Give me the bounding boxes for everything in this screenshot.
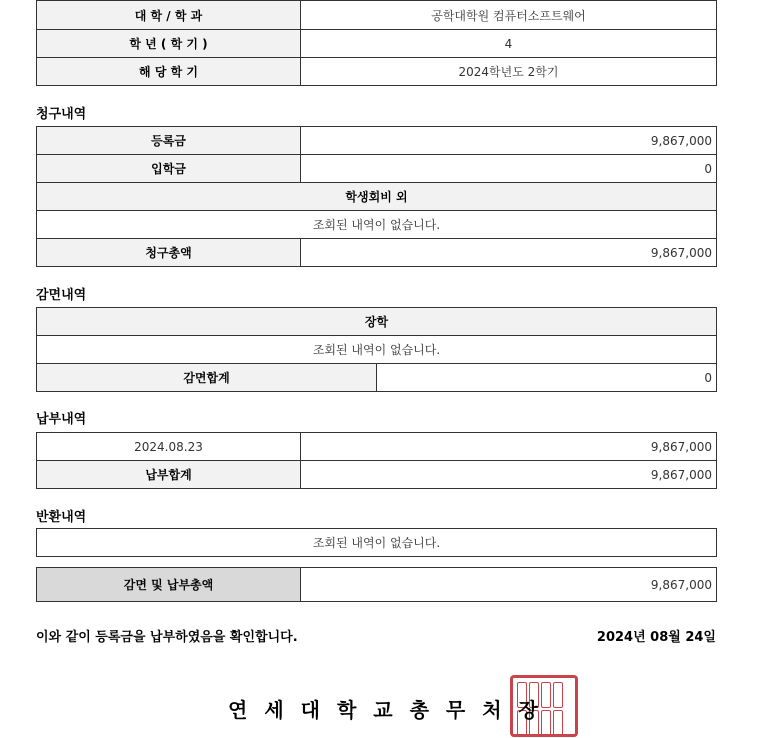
table-row: [37, 433, 717, 461]
student-info-table: [36, 0, 717, 86]
table-row: [37, 308, 717, 336]
office-name: 연세대학교총무처장: [228, 698, 555, 722]
issue-date: 2024년 08월 24일: [596, 630, 716, 645]
reduction-total-label: 감면합계: [37, 364, 377, 392]
table-row: [37, 155, 717, 183]
refund-empty-message: 조회된 내역이 없습니다.: [37, 529, 717, 557]
year-semester-label: 학 년 ( 학 기 ): [37, 30, 301, 58]
payment-total-label: 납부합계: [37, 461, 301, 489]
table-row: [37, 183, 717, 211]
table-row: [37, 1, 717, 30]
tuition-label: 등록금: [37, 127, 301, 155]
payment-total-value: 9,867,000: [301, 461, 717, 489]
confirmation-text: 이와 같이 등록금을 납부하였음을 확인합니다.: [36, 630, 298, 645]
college-dept-label: 대 학 / 학 과: [37, 1, 301, 30]
reduction-empty-message: 조회된 내역이 없습니다.: [37, 336, 717, 364]
table-row: [37, 239, 717, 267]
table-row: [37, 30, 717, 58]
reduction-section-title: 감면내역: [36, 288, 87, 303]
table-row: [37, 568, 717, 602]
grand-total-table: [36, 567, 717, 602]
table-row: [37, 364, 717, 392]
admission-value: 0: [301, 155, 717, 183]
term-value: 2024학년도 2학기: [301, 58, 717, 86]
payment-table: [36, 432, 717, 489]
payment-section-title: 납부내역: [36, 412, 87, 427]
student-fee-header: 학생회비 외: [37, 183, 717, 211]
payment-date: 2024.08.23: [37, 433, 301, 461]
table-row: [37, 336, 717, 364]
billing-total-value: 9,867,000: [301, 239, 717, 267]
table-row: [37, 461, 717, 489]
term-label: 해 당 학 기: [37, 58, 301, 86]
refund-table: [36, 528, 717, 557]
billing-section-title: 청구내역: [36, 107, 87, 122]
table-row: [37, 127, 717, 155]
billing-empty-message: 조회된 내역이 없습니다.: [37, 211, 717, 239]
grand-total-label: 감면 및 납부총액: [37, 568, 301, 602]
year-semester-value: 4: [301, 30, 717, 58]
table-row: [37, 58, 717, 86]
table-row: [37, 529, 717, 557]
admission-label: 입학금: [37, 155, 301, 183]
billing-table: [36, 126, 717, 267]
payment-amount: 9,867,000: [301, 433, 717, 461]
table-row: [37, 211, 717, 239]
billing-total-label: 청구총액: [37, 239, 301, 267]
refund-section-title: 반환내역: [36, 510, 87, 525]
college-dept-value: 공학대학원 컴퓨터소프트웨어: [301, 1, 717, 30]
reduction-total-value: 0: [377, 364, 717, 392]
scholarship-header: 장학: [37, 308, 717, 336]
reduction-table: [36, 307, 717, 392]
grand-total-value: 9,867,000: [301, 568, 717, 602]
tuition-value: 9,867,000: [301, 127, 717, 155]
